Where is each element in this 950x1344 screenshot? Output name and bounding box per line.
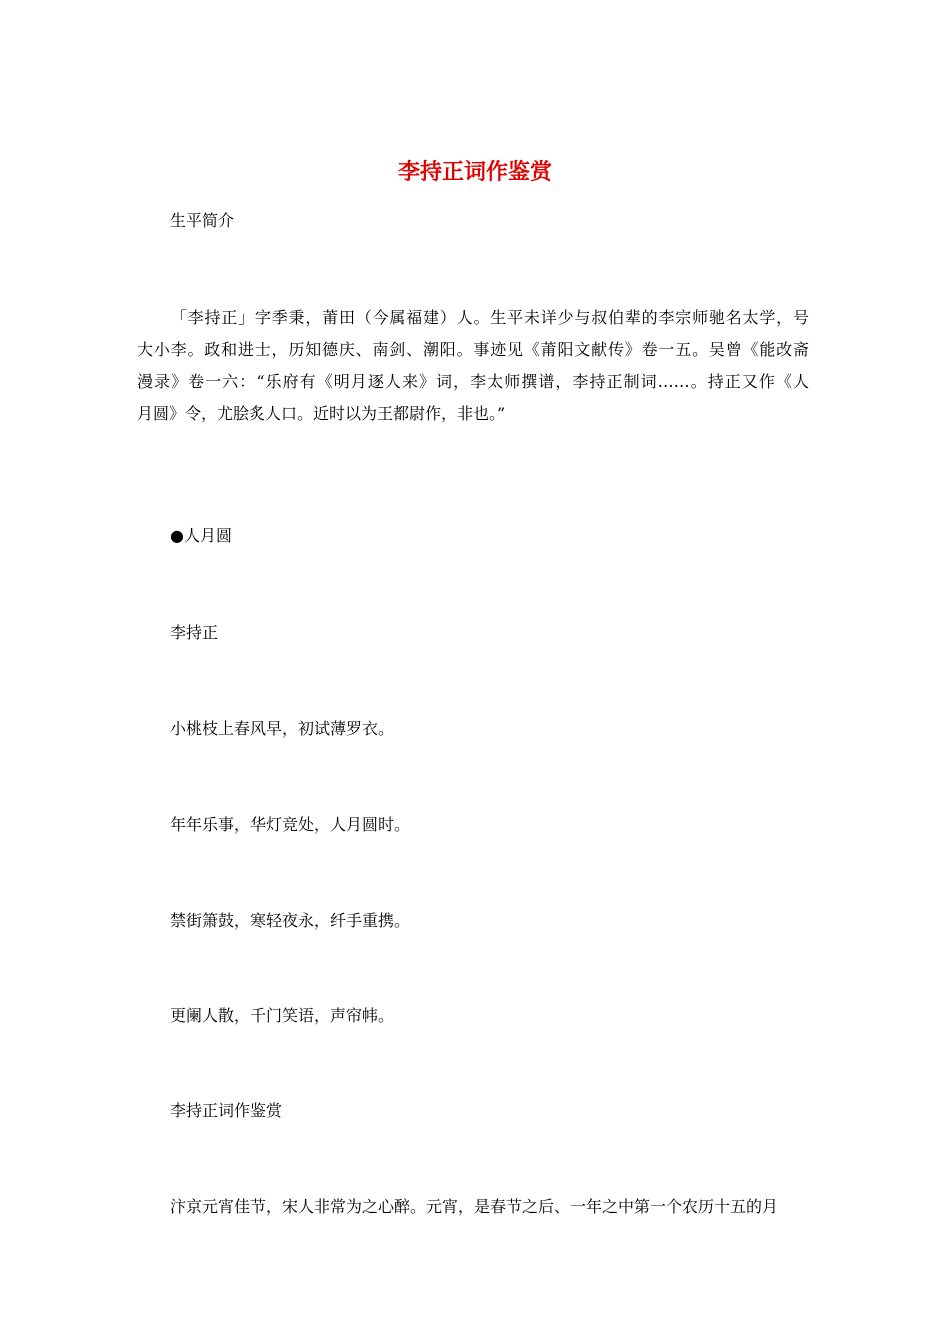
poem-line: 小桃枝上春风早，初试薄罗衣。 [170,719,395,738]
document-title: 李持正词作鉴赏 [397,159,552,185]
biography-paragraph [137,302,809,430]
section-heading-biography: 生平简介 [170,211,235,230]
poem-line: 禁街箫鼓，寒轻夜永，纤手重携。 [170,911,411,930]
poem-line: 更阑人散，千门笑语，声帘帏。 [170,1006,395,1025]
biography-line: 漫录》卷一六：“乐府有《明月逐人来》词，李太师撰谱，李持正制词……。持正又作《人 [137,372,809,391]
section-heading-appreciation: 李持正词作鉴赏 [170,1101,283,1120]
biography-line-text: 「李持正」字季秉，莆田（今属福建）人。生平未详少与叔伯辈的李宗师驰名太学，号 [170,308,809,327]
biography-line [137,302,809,334]
biography-line: 月圆》令，尤脍炙人口。近时以为王都尉作，非也。” [137,404,506,423]
poem-author: 李持正 [170,623,219,642]
biography-line: 大小李。政和进士，历知德庆、南剑、潮阳。事迹见《莆阳文献传》卷一五。吴曾《能改斋 [137,340,809,359]
poem-line: 年年乐事，华灯竞处，人月圆时。 [170,815,411,834]
appreciation-text-line: 汴京元宵佳节，宋人非常为之心醉。元宵，是春节之后、一年之中第一个农历十五的月 [170,1197,779,1216]
poem-title: ●人月圆 [170,526,232,545]
